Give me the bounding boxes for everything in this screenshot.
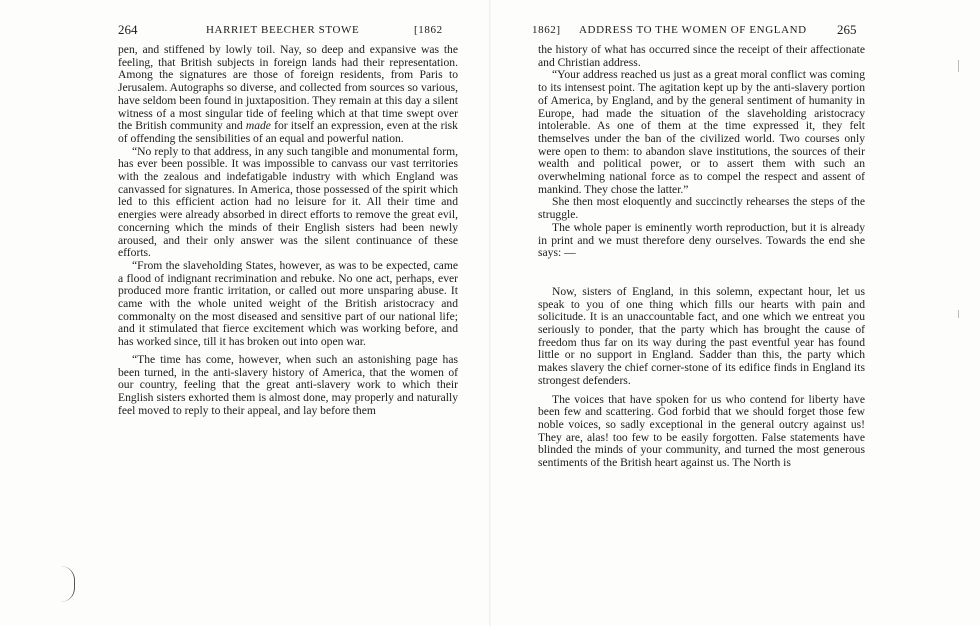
right-paragraph-5: Now, sisters of England, in this solemn, expectant hour, let us speak to you of one thing which fills our hearts with pain and solicitude. It is an unaccountable fact, and one which we entreat you seriously to ponder, that the party which has brought the cause of freedom thus far on its way during the past eventful year has found little or no support in England. Sadder than this, the party which makes slavery the chief corner-stone of its edifice finds in England its strongest defenders.: [538, 284, 865, 387]
italic-word: made: [245, 119, 271, 133]
left-page-number: 264: [118, 22, 138, 37]
right-running-head: ADDRESS TO THE WOMEN OF ENGLAND: [579, 24, 807, 36]
right-paragraph-2: “Your address reached us just as a great moral conflict was coming to its intensest point. The agitation kept up by the anti-slavery portion of America, by England, and by the general sentiment of humanity in Europe, had made the situation of the slaveholding aristocracy intolerable. As one of them at the time expressed it, they felt themselves under the ban of the civilized world. Two courses only were open to them: to abandon slave institutions, the sources of their wealth and political power, or to assert them with such an overwhelming national force as to compel the respect and assent of mankind. They chose the latter.”: [538, 68, 865, 196]
right-header-year: 1862]: [532, 24, 561, 36]
right-paragraph-4: The whole paper is eminently worth reproduction, but it is already in print and we must therefore deny ourselves. Towards the end she says: —: [538, 220, 865, 260]
left-page-body: [118, 44, 458, 417]
left-paragraph-3: “From the slaveholding States, however, as was to be expected, came a flood of indignant recrimination and rebuke. No one act, perhaps, ever produced more frantic irritation, or called out more unsparing abuse. It came with the whole united weight of the British aristocracy and commonalty on the most diseased and sensitive part of our national life; and it stimulated that fierce excitement which was working before, and has worked since, till it has broken out into open war.: [118, 258, 458, 349]
right-paragraph-6: The voices that have spoken for us who contend for liberty have been few and scattering. God forbid that we should forget those few noble voices, so sadly exceptional in the general outcry against us! They are, alas! too few to be easily forgotten. False statements have blinded the minds of your community, and turned the most generous sentiments of the British heart against us. The North is: [538, 392, 865, 470]
book-gutter: [489, 0, 491, 626]
scan-margin-mark: [958, 310, 959, 318]
right-page-body: [538, 44, 865, 470]
left-paragraph-4: “The time has come, however, when such an astonishing page has been turned, in the anti-slavery history of America, that the women of our country, feeling that the great anti-slavery work to which their English sisters exhorted them is almost done, may properly and naturally feel moved to reply to their appeal, and lay before them: [118, 352, 458, 417]
left-running-head: HARRIET BEECHER STOWE: [206, 24, 360, 36]
left-page-header: [118, 24, 458, 40]
right-page-number: 265: [837, 22, 857, 37]
scan-margin-mark: [958, 60, 959, 72]
right-paragraph-1: the history of what has occurred since the receipt of their affectionate and Christian address.: [538, 43, 865, 69]
left-paragraph-2: “No reply to that address, in any such tangible and monumental form, has ever been possible. It was impossible to canvass our vast territories with the zealous and indefatigable industry with which England was canvassed for signatures. In America, those possessed of the spirit which led to this efficient action had no leisure for it. All their time and energies were already absorbed in direct efforts to remove the great evil, concerning which the minds of their English sisters had been newly aroused, and their only answer was the silent continuance of these efforts.: [118, 144, 458, 260]
left-header-year: [1862: [414, 24, 443, 36]
left-paragraph-1: pen, and stiffened by lowly toil. Nay, so deep and expansive was the feeling, that British subjects in foreign lands had their representation. Among the signatures are those of foreign residents, from Paris to Jerusalem. Autographs so diverse, and collected from sources so various, have seldom been found in juxtaposition. They remain at this day a silent witness of a most singular tide of feeling which at that time swept over the British community and made for itself an expression, even at the risk of offending the sensibilities of an equal and powerful nation.: [118, 43, 458, 145]
right-paragraph-3: She then most eloquently and succinctly rehearses the steps of the struggle.: [538, 195, 865, 222]
right-page-header: [532, 24, 857, 40]
